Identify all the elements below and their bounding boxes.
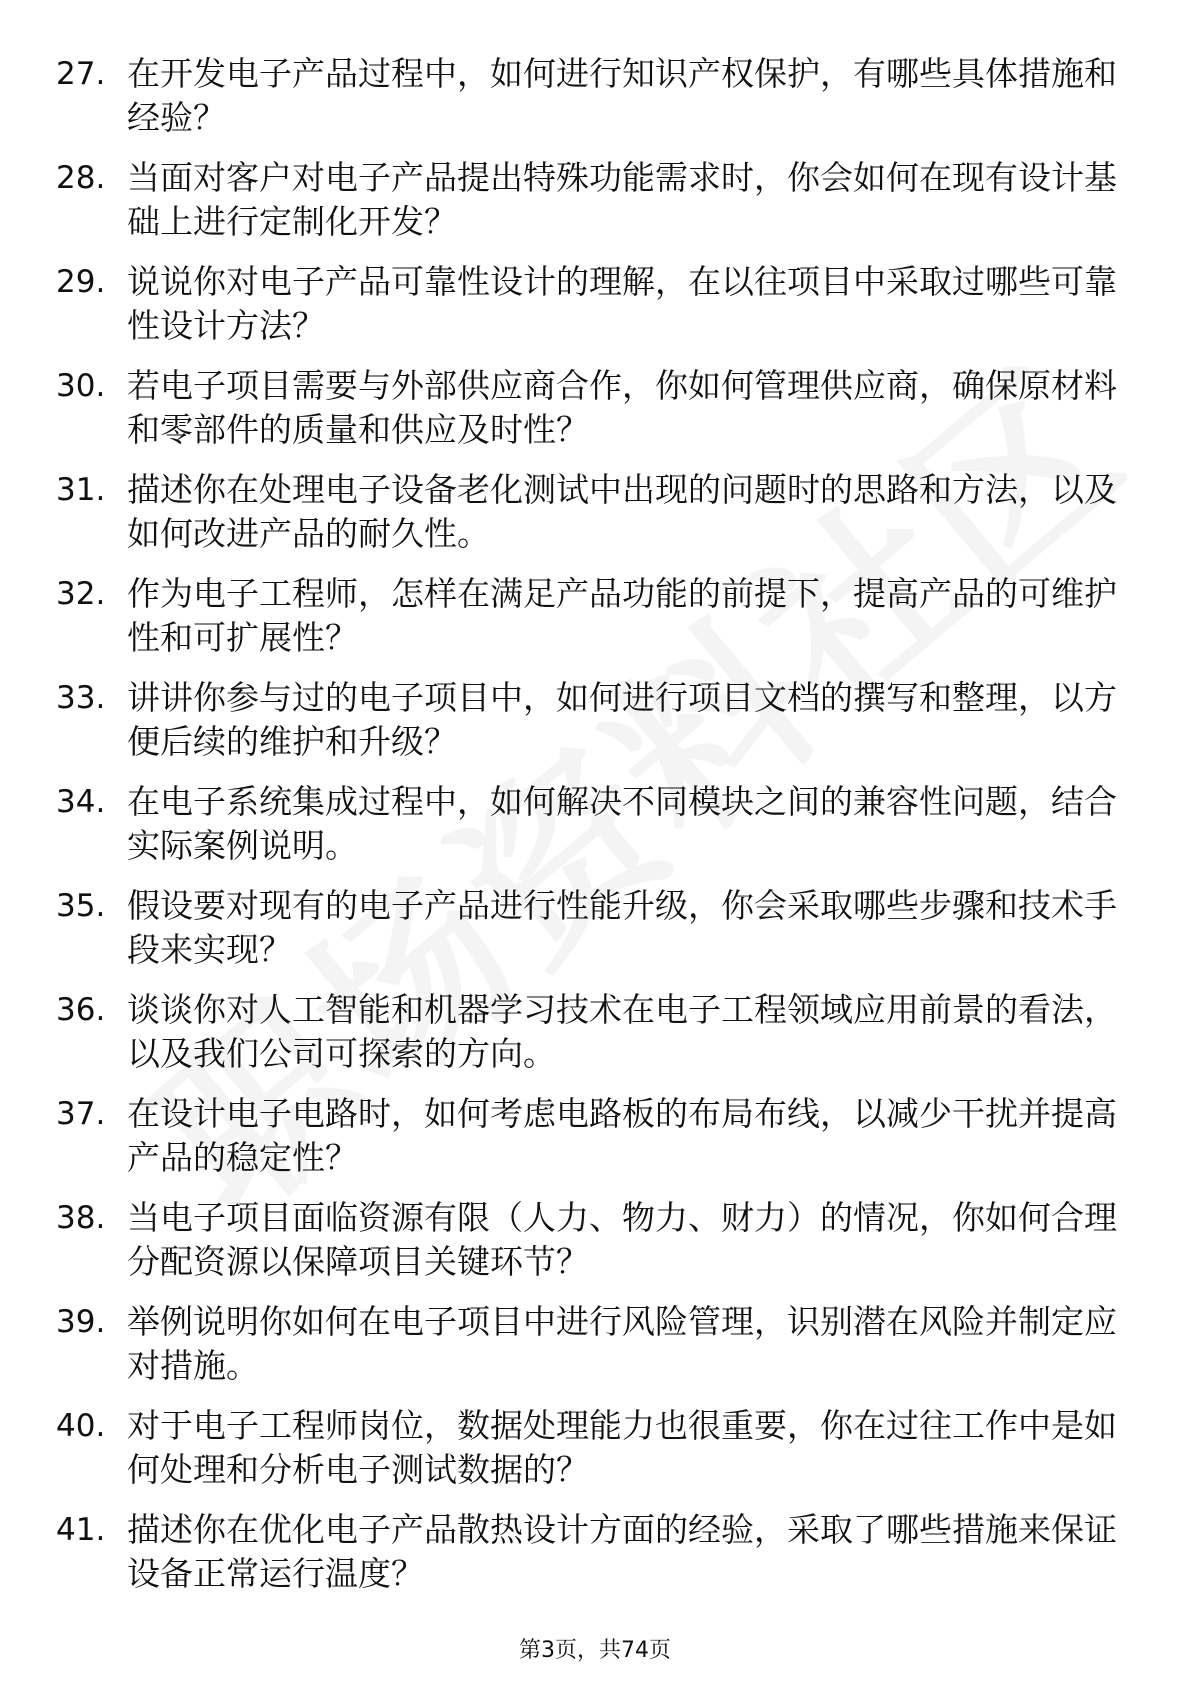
question-number: 40. xyxy=(56,1408,106,1444)
question-number: 31. xyxy=(56,472,106,508)
question-number: 41. xyxy=(56,1512,106,1548)
question-number: 37. xyxy=(56,1096,106,1132)
question-text: 在电子系统集成过程中，如何解决不同模块之间的兼容性问题，结合实际案例说明。 xyxy=(127,782,1117,865)
question-text: 作为电子工程师，怎样在满足产品功能的前提下，提高产品的可维护性和可扩展性？ xyxy=(127,574,1117,657)
list-item xyxy=(0,1300,1190,1404)
question-text: 举例说明你如何在电子项目中进行风险管理，识别潜在风险并制定应对措施。 xyxy=(127,1302,1117,1385)
list-item xyxy=(0,156,1190,260)
question-text: 当电子项目面临资源有限（人力、物力、财力）的情况，你如何合理分配资源以保障项目关键环节？ xyxy=(127,1198,1117,1281)
page-footer: 第3页，共74页 xyxy=(519,1638,671,1663)
question-number: 36. xyxy=(56,992,106,1028)
question-text: 谈谈你对人工智能和机器学习技术在电子工程领域应用前景的看法，以及我们公司可探索的方向。 xyxy=(127,990,1117,1073)
question-text: 描述你在优化电子产品散热设计方面的经验，采取了哪些措施来保证设备正常运行温度？ xyxy=(127,1510,1117,1593)
question-number: 30. xyxy=(56,368,106,404)
list-item xyxy=(0,468,1190,572)
question-text: 假设要对现有的电子产品进行性能升级，你会采取哪些步骤和技术手段来实现？ xyxy=(127,886,1117,969)
question-text: 在设计电子电路时，如何考虑电路板的布局布线，以减少干扰并提高产品的稳定性？ xyxy=(127,1094,1117,1177)
question-text: 说说你对电子产品可靠性设计的理解，在以往项目中采取过哪些可靠性设计方法？ xyxy=(127,262,1117,345)
list-item xyxy=(0,1092,1190,1196)
list-item xyxy=(0,676,1190,780)
question-number: 27. xyxy=(56,56,106,92)
question-text: 在开发电子产品过程中，如何进行知识产权保护，有哪些具体措施和经验？ xyxy=(127,54,1117,137)
question-number: 32. xyxy=(56,576,106,612)
question-text: 讲讲你参与过的电子项目中，如何进行项目文档的撰写和整理，以方便后续的维护和升级？ xyxy=(127,678,1117,761)
list-item xyxy=(0,988,1190,1092)
question-list xyxy=(0,52,1190,1612)
list-item xyxy=(0,364,1190,468)
question-text: 若电子项目需要与外部供应商合作，你如何管理供应商，确保原材料和零部件的质量和供应及时性？ xyxy=(127,366,1117,449)
question-number: 34. xyxy=(56,784,106,820)
question-text: 描述你在处理电子设备老化测试中出现的问题时的思路和方法，以及如何改进产品的耐久性。 xyxy=(127,470,1117,553)
list-item xyxy=(0,1196,1190,1300)
question-number: 39. xyxy=(56,1304,106,1340)
list-item xyxy=(0,1404,1190,1508)
question-number: 38. xyxy=(56,1200,106,1236)
list-item xyxy=(0,1508,1190,1612)
question-text: 对于电子工程师岗位，数据处理能力也很重要，你在过往工作中是如何处理和分析电子测试数据的？ xyxy=(127,1406,1117,1489)
list-item xyxy=(0,780,1190,884)
question-number: 33. xyxy=(56,680,106,716)
list-item xyxy=(0,52,1190,156)
question-number: 35. xyxy=(56,888,106,924)
question-number: 28. xyxy=(56,160,106,196)
list-item xyxy=(0,260,1190,364)
list-item xyxy=(0,572,1190,676)
question-text: 当面对客户对电子产品提出特殊功能需求时，你会如何在现有设计基础上进行定制化开发？ xyxy=(127,158,1117,241)
list-item xyxy=(0,884,1190,988)
question-number: 29. xyxy=(56,264,106,300)
